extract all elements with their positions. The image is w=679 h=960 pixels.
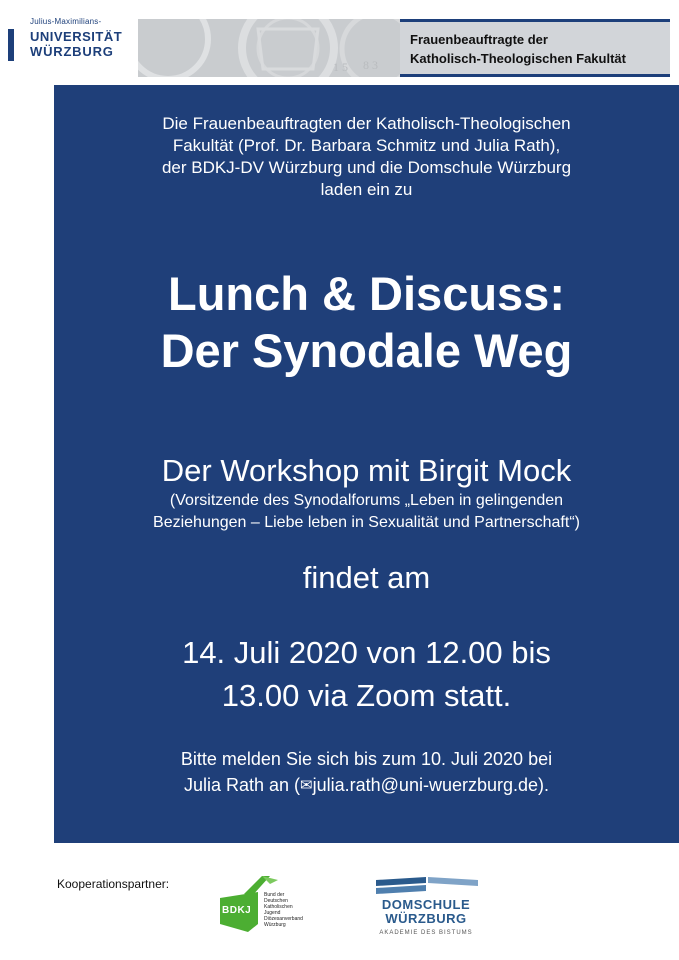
bdkj-text-line: Würzburg bbox=[264, 922, 286, 928]
registration-note bbox=[54, 746, 679, 799]
workshop-subtitle bbox=[54, 490, 679, 534]
bdkj-text-line: Bund der Deutschen bbox=[264, 892, 288, 904]
registration-line2 bbox=[54, 772, 679, 799]
registration-suffix: ). bbox=[538, 775, 550, 795]
faculty-title-box bbox=[400, 19, 670, 77]
partners-label: Kooperationspartner: bbox=[57, 877, 170, 891]
intro-line: Die Frauenbeauftragten der Katholisch-Theologischen bbox=[162, 114, 571, 133]
svg-text:8 3: 8 3 bbox=[363, 58, 378, 72]
event-date-line: 14. Juli 2020 von 12.00 bis bbox=[182, 635, 551, 670]
university-logo-bar bbox=[8, 29, 14, 61]
event-title bbox=[54, 265, 679, 379]
findet-am-text: findet am bbox=[302, 560, 431, 595]
university-seal-band bbox=[138, 19, 400, 77]
faculty-title-line2: Katholisch-Theologischen Fakultät bbox=[410, 51, 626, 66]
domschule-line3: AKADEMIE DES BISTUMS bbox=[379, 930, 473, 936]
university-logo-line2: WÜRZBURG bbox=[30, 44, 114, 59]
university-logo-line1: UNIVERSITÄT bbox=[30, 29, 123, 44]
intro-line: der BDKJ-DV Würzburg und die Domschule Würzburg bbox=[161, 158, 572, 177]
workshop-subtitle-line: (Vorsitzende des Synodalforums „Leben in gelingenden bbox=[169, 492, 564, 509]
domschule-line1: DOMSCHULE bbox=[381, 897, 471, 912]
university-logo-small-text: Julius-Maximilians- bbox=[30, 17, 102, 26]
workshop-heading: Der Workshop mit Birgit Mock bbox=[161, 453, 572, 488]
event-date-line: 13.00 via Zoom statt. bbox=[221, 678, 512, 713]
bdkj-text-line: Katholischen Jugend bbox=[264, 904, 293, 916]
invitation-intro bbox=[54, 113, 679, 201]
invitation-panel bbox=[54, 85, 679, 843]
bdkj-text-line: Diözesanverband bbox=[264, 916, 303, 922]
bdkj-wordmark: BDKJ bbox=[222, 905, 252, 916]
registration-line1: Bitte melden Sie sich bis zum 10. Juli 2020 bei bbox=[180, 749, 553, 769]
event-title-line: Der Synodale Weg bbox=[160, 324, 573, 377]
seal-watermark-icon bbox=[138, 19, 400, 77]
page-header bbox=[0, 0, 679, 96]
intro-line: Fakultät (Prof. Dr. Barbara Schmitz und Julia Rath), bbox=[172, 136, 561, 155]
event-date bbox=[54, 631, 679, 717]
envelope-icon: ✉ bbox=[300, 777, 313, 794]
domschule-logo bbox=[366, 876, 486, 946]
email-link[interactable]: julia.rath@uni-wuerzburg.de bbox=[312, 775, 539, 795]
bdkj-text bbox=[264, 892, 308, 928]
faculty-title-line1: Frauenbeauftragte der bbox=[410, 32, 548, 47]
event-title-line: Lunch & Discuss: bbox=[168, 267, 565, 320]
domschule-roof-icon bbox=[366, 876, 486, 898]
domschule-line2: WÜRZBURG bbox=[385, 911, 467, 926]
svg-text:1 5: 1 5 bbox=[333, 60, 348, 74]
registration-prefix: Julia Rath an ( bbox=[183, 775, 301, 795]
intro-line: laden ein zu bbox=[320, 180, 413, 199]
bdkj-logo bbox=[218, 872, 304, 934]
workshop-subtitle-line: Beziehungen – Liebe leben in Sexualität und Partnerschaft“) bbox=[153, 514, 580, 531]
university-logo bbox=[8, 15, 136, 65]
